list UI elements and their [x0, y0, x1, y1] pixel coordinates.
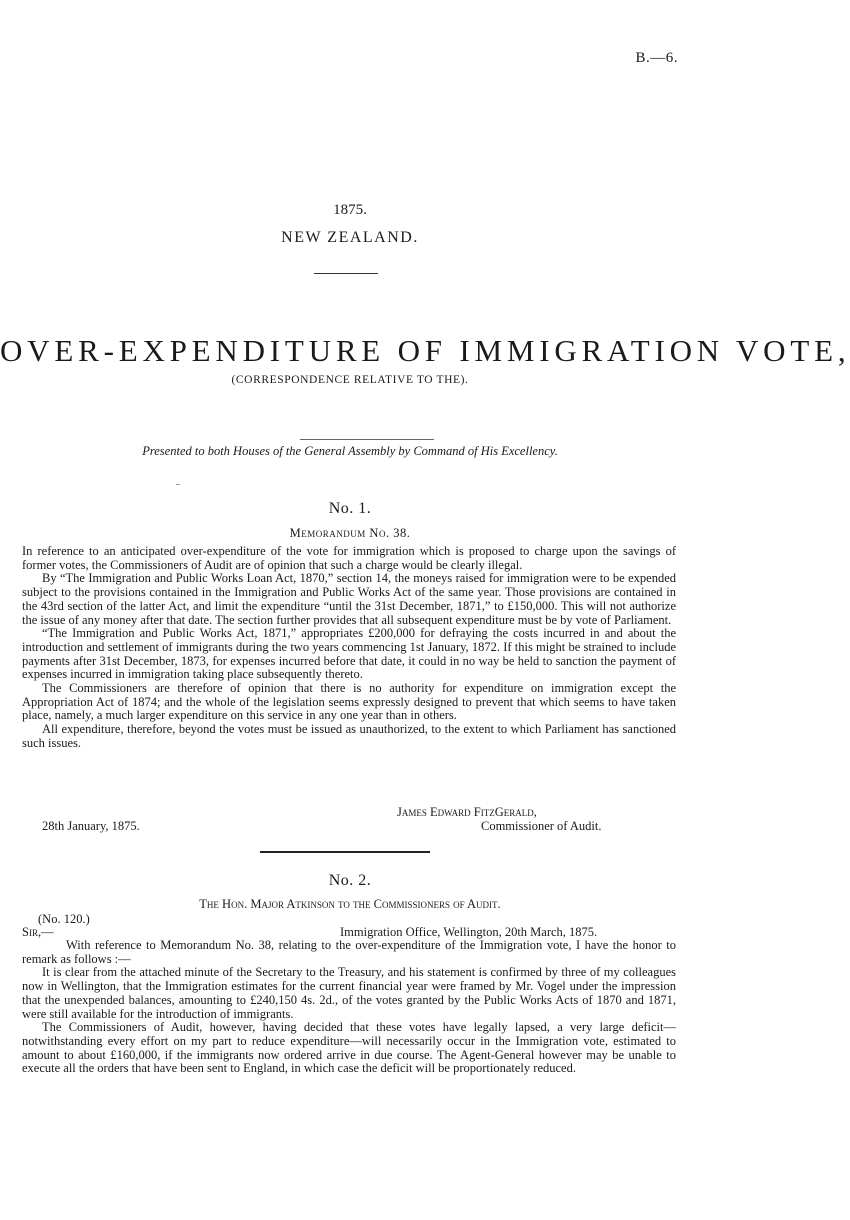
- signature-title: Commissioner of Audit.: [481, 819, 602, 833]
- paragraph: It is clear from the attached minute of the Secretary to the Treasury, and his statement is confirmed by three of my colleagues now in Wellington, that the Immigration estimates for the current financial year were framed by Mr. Vogel under the impression that the unexpended balances, amounting to £240,150 4s. 2d., of the votes granted by the Public Works Acts of 1870 and 1871, were still available for the introduction of immigrants.: [22, 965, 676, 1021]
- paragraph: All expenditure, therefore, beyond the votes must be issued as unauthorized, to the extent to which Parliament has sanctioned such issues.: [22, 722, 676, 750]
- letter-heading: The Hon. Major Atkinson to the Commissioners of Audit.: [199, 897, 501, 911]
- year: 1875.: [333, 202, 367, 218]
- country: NEW ZEALAND.: [281, 229, 419, 246]
- paragraph: With reference to Memorandum No. 38, relating to the over-expenditure of the Immigration vote, I have the honor to remark as follows :—: [22, 938, 676, 966]
- paragraph: “The Immigration and Public Works Act, 1871,” appropriates £200,000 for defraying the costs incurred in and about the introduction and settlement of immigrants during the two years commencing 1st January, 1872. If this might be strained to include payments after 31st December, 1873, for expenses incurred before that date, it could in no way be held to sanction the payment of expenses incurred in immigration taking place subsequently thereto.: [22, 626, 676, 682]
- letter-number: (No. 120.): [38, 912, 90, 926]
- place-date: Immigration Office, Wellington, 20th March, 1875.: [340, 925, 598, 939]
- document-title: OVER-EXPENDITURE OF IMMIGRATION VOTE,: [0, 333, 850, 368]
- divider-thin: [300, 439, 434, 440]
- document-subtitle: (CORRESPONDENCE RELATIVE TO THE).: [231, 374, 469, 386]
- section-divider: [260, 851, 430, 853]
- paragraph: The Commissioners are therefore of opinion that there is no authority for expenditure on immigration except the Appropriation Act of 1874; and the whole of the legislation seems expressly designed to prevent that which seems to have taken place, namely, a much larger expenditure on this service in any one year than in others.: [22, 681, 676, 723]
- memorandum-body: [22, 545, 676, 751]
- document-reference: B.—6.: [635, 50, 678, 66]
- letter-body: [22, 939, 676, 1076]
- paragraph: By “The Immigration and Public Works Loan Act, 1870,” section 14, the moneys raised for immigration were to be expended subject to the provisions contained in the Immigration and Public Works Act of the same year. Those provisions are contained in the 43rd section of the latter Act, and limit the expenditure “until the 31st December, 1871,” to £150,000. This will not authorize the issue of any money after that date. The section further provides that all subsequent expenditure must be by vote of Parliament.: [22, 571, 676, 627]
- paragraph: In reference to an anticipated over-expenditure of the vote for immigration which is proposed to charge upon the savings of former votes, the Commissioners of Audit are of opinion that such a charge would be clearly illegal.: [22, 544, 676, 572]
- memorandum-title: Memorandum No. 38.: [289, 526, 411, 540]
- salutation: Sir,—: [22, 925, 54, 939]
- divider-short: [314, 273, 378, 274]
- divider-dot: [176, 484, 180, 485]
- memo-date: 28th January, 1875.: [42, 819, 140, 833]
- section-number-2: No. 2.: [328, 872, 372, 889]
- signature-name: James Edward FitzGerald,: [397, 805, 537, 819]
- paragraph: The Commissioners of Audit, however, having decided that these votes have legally lapsed, a very large deficit—notwithstanding every effort on my part to reduce expenditure—will necessarily occur in the Immigration vote, estimated to amount to about £160,000, if the immigrants now ordered arrive in due course. The Agent-General however may be unable to execute all the orders that have been sent to England, in which case the deficit will be proportionately reduced.: [22, 1020, 676, 1076]
- section-number-1: No. 1.: [328, 500, 372, 517]
- presented-line: Presented to both Houses of the General Assembly by Command of His Excellency.: [142, 444, 558, 458]
